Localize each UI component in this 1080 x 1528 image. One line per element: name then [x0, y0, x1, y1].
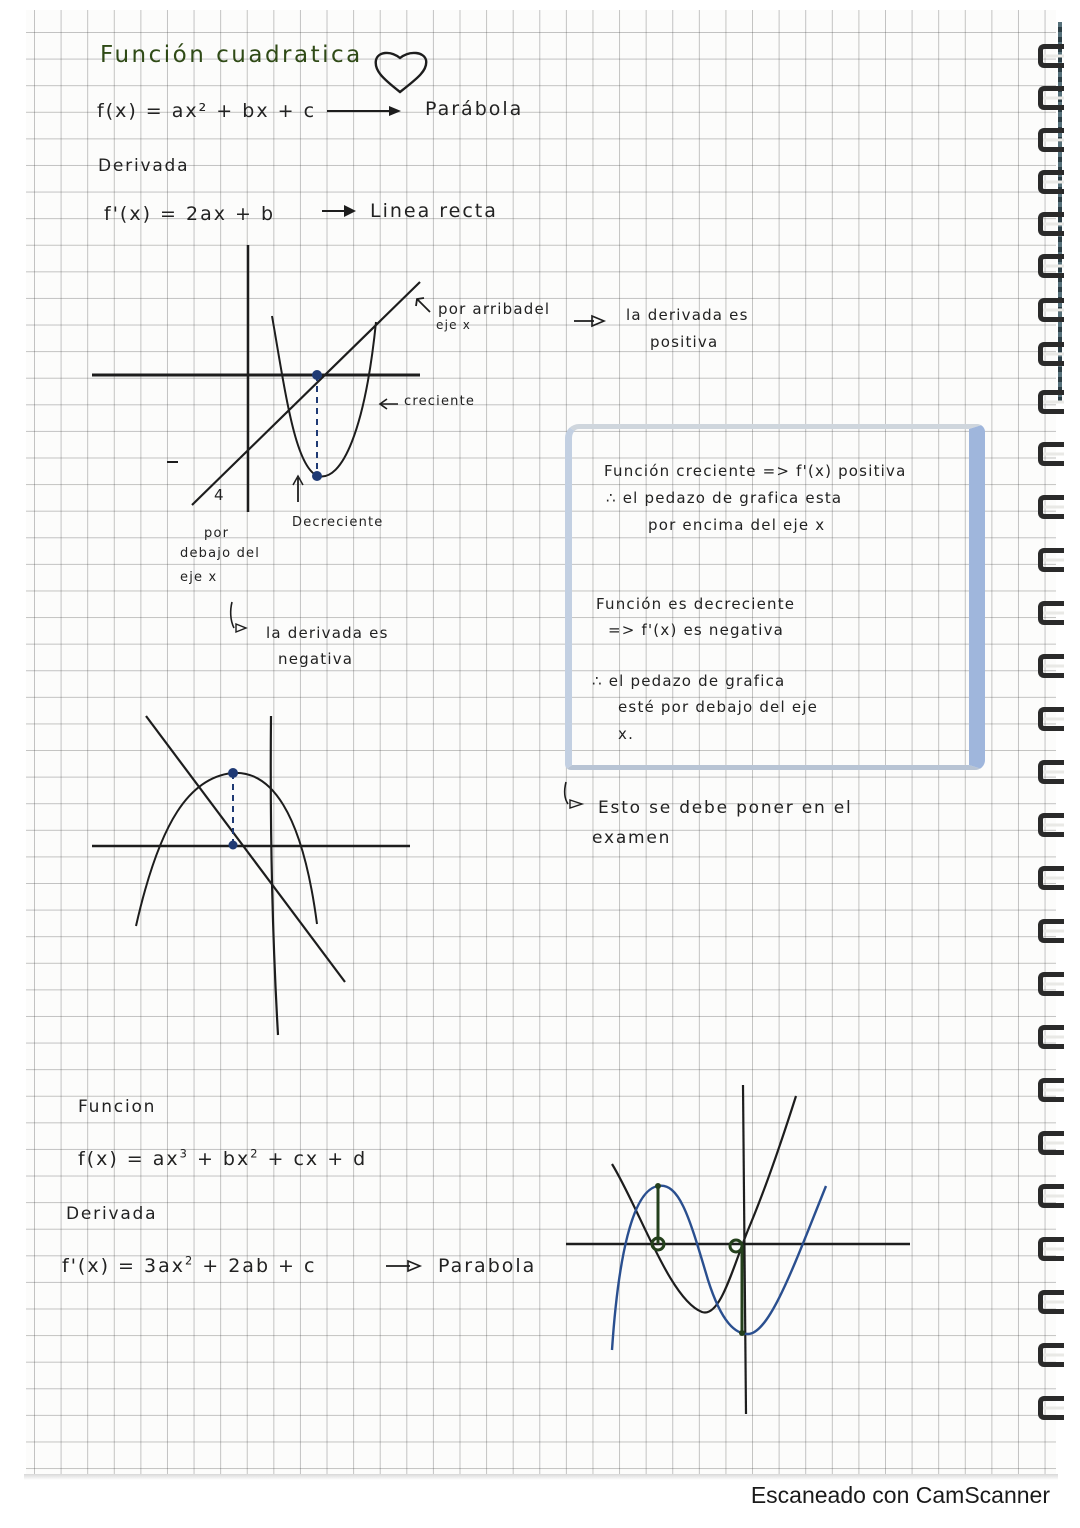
spiral-ring — [1038, 128, 1064, 152]
annotation-decreciente: Decreciente — [292, 515, 384, 530]
arrow-right-icon — [325, 103, 405, 119]
quadratic-function-formula: f(x) = ax² + bx + c — [97, 100, 317, 122]
annotation-above-axis-2: eje x — [436, 318, 472, 332]
graph-downward-parabola — [80, 700, 440, 1050]
spiral-ring — [1038, 654, 1064, 678]
quadratic-derivative-formula: f'(x) = 2ax + b — [104, 203, 276, 225]
cubic-derivative-part: f'(x) = 3ax — [62, 1255, 185, 1277]
arrow-right-icon — [320, 203, 360, 219]
spiral-ring — [1038, 972, 1064, 996]
spiral-ring — [1038, 342, 1064, 366]
cubic-formula-part: f(x) = ax — [78, 1148, 180, 1170]
cubic-function-formula: $f(x) = ax^3 + bx^2$ + cx + d — [78, 1146, 368, 1170]
spiral-ring — [1038, 86, 1064, 110]
annotation-derivative-positive-1: la derivada es — [626, 306, 749, 324]
annotation-derivative-negative-1: la derivada es — [266, 624, 389, 642]
camscanner-watermark: Escaneado con CamScanner — [750, 1482, 1050, 1508]
spiral-ring — [1038, 866, 1064, 890]
spiral-ring — [1038, 548, 1064, 572]
spiral-ring — [1038, 390, 1064, 414]
spiral-ring — [1038, 707, 1064, 731]
annotation-creciente: creciente — [404, 394, 476, 409]
note-line-7: esté por debajo del eje — [618, 698, 819, 716]
spiral-ring — [1038, 1237, 1064, 1261]
quadratic-derivative-label: Derivada — [98, 156, 190, 176]
spiral-ring — [1038, 1184, 1064, 1208]
cubic-derivative-label: Derivada — [66, 1204, 158, 1224]
spiral-ring — [1038, 601, 1064, 625]
spiral-ring — [1038, 298, 1064, 322]
spiral-ring — [1038, 1290, 1064, 1314]
graph-cubic-function — [560, 1080, 920, 1420]
annotation-derivative-negative-2: negativa — [278, 650, 354, 668]
spiral-ring — [1038, 1078, 1064, 1102]
spiral-binding — [1030, 0, 1080, 1528]
spiral-ring — [1038, 212, 1064, 236]
arrow-right-icon — [572, 313, 608, 329]
note-line-6: ∴ el pedazo de grafica — [592, 672, 786, 690]
note-line-8: x. — [618, 725, 635, 743]
spiral-ring — [1038, 1343, 1064, 1367]
annotation-above-axis-1: por arribadel — [438, 300, 551, 318]
cubic-derivative-part: + 2ab + c — [194, 1255, 317, 1277]
spiral-ring — [1038, 1025, 1064, 1049]
spiral-ring — [1038, 44, 1064, 68]
note-line-2: ∴ el pedazo de grafica esta — [606, 489, 843, 507]
spiral-ring — [1038, 760, 1064, 784]
graph-label-four: 4 — [214, 486, 225, 504]
annotation-below-axis-2: debajo del — [180, 546, 261, 561]
cubic-formula-part: + bx — [188, 1148, 251, 1170]
spiral-ring — [1038, 1131, 1064, 1155]
arrow-up-left-icon — [414, 296, 434, 316]
exam-note-line-2: examen — [592, 828, 672, 848]
section-title-quadratic: Función cuadratica — [100, 42, 363, 68]
annotation-derivative-positive-2: positiva — [650, 333, 719, 351]
page-edge-shadow — [24, 1474, 1058, 1480]
note-line-1: Función creciente => f'(x) positiva — [604, 462, 907, 480]
arrow-right-icon — [384, 1258, 424, 1274]
spiral-ring — [1038, 813, 1064, 837]
spiral-ring — [1038, 495, 1064, 519]
arrow-bent-right-icon — [562, 780, 596, 810]
graph-upward-parabola — [80, 240, 440, 520]
cubic-derivative-result: Parabola — [438, 1255, 537, 1277]
quadratic-function-result: Parábola — [425, 98, 524, 120]
cubic-formula-part: + cx + d — [259, 1148, 368, 1170]
annotation-below-axis-3: eje x — [180, 570, 218, 585]
spiral-ring — [1038, 442, 1064, 466]
exam-note-line-1: Esto se debe poner en el — [598, 798, 853, 818]
heart-icon — [372, 48, 432, 98]
note-line-4: Función es decreciente — [596, 595, 796, 613]
spiral-ring — [1038, 919, 1064, 943]
arrow-left-icon — [378, 397, 400, 411]
quadratic-derivative-result: Linea recta — [370, 200, 498, 222]
spiral-ring — [1038, 1396, 1064, 1420]
section-title-cubic: Funcion — [78, 1097, 157, 1117]
note-line-5: => f'(x) es negativa — [608, 621, 785, 639]
cubic-derivative-formula: $f'(x) = 3ax^2 + 2ab + c$ — [62, 1253, 317, 1277]
note-line-3: por encima del eje x — [648, 516, 826, 534]
annotation-below-axis-1: por — [204, 526, 230, 541]
spiral-ring — [1038, 170, 1064, 194]
spiral-ring — [1038, 254, 1064, 278]
arrow-bent-right-icon — [228, 600, 258, 636]
